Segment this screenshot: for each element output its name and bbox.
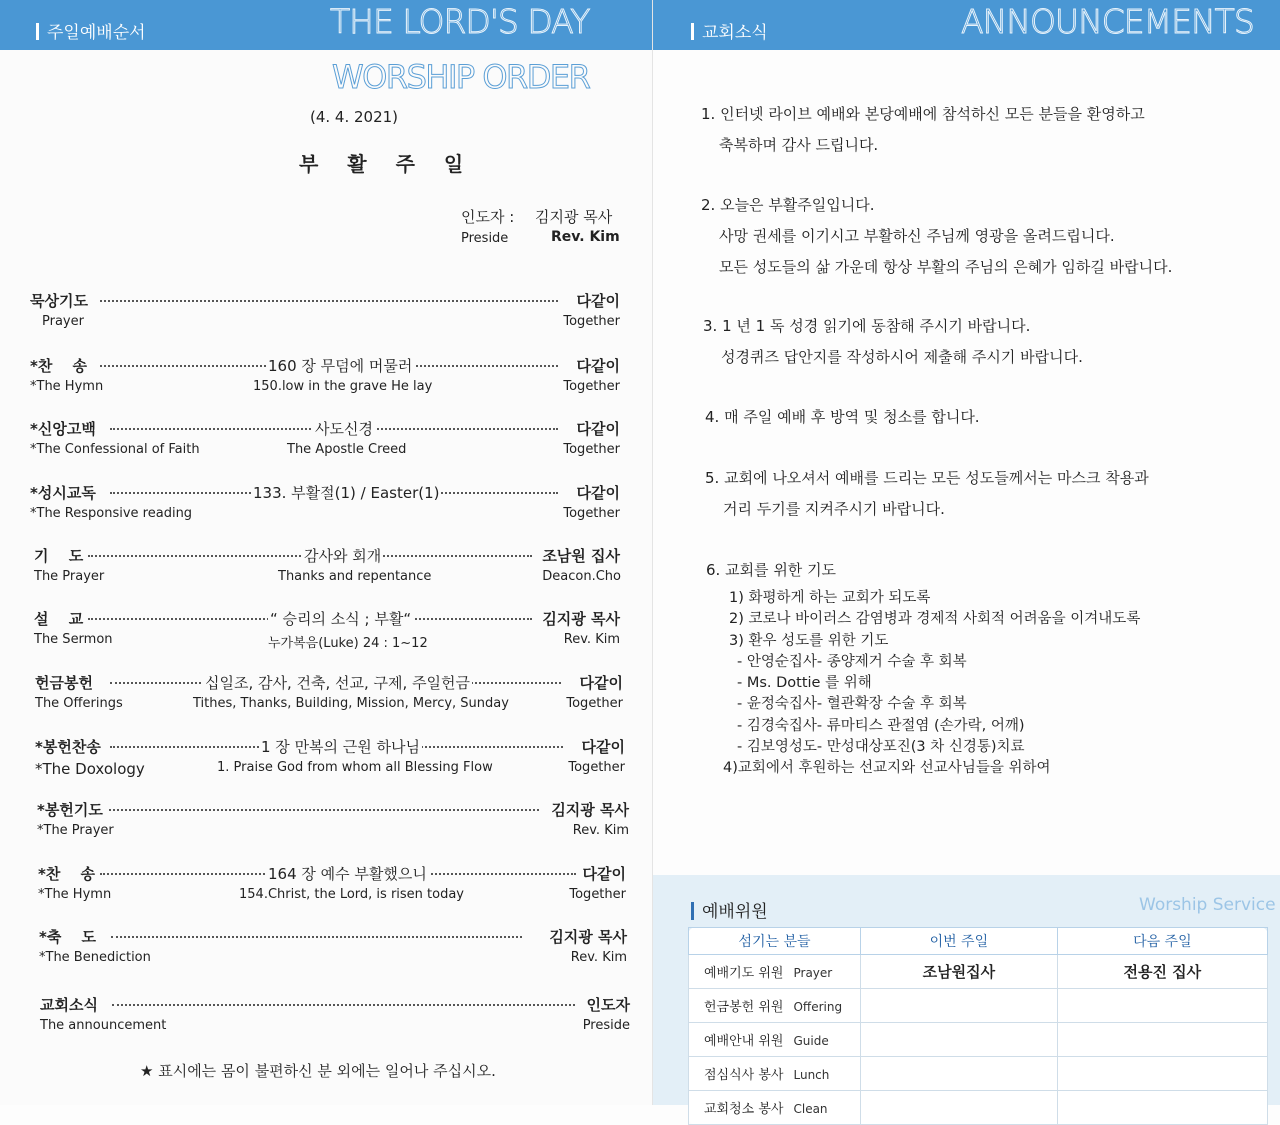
order-item-title-en: The Prayer (34, 569, 105, 584)
role-cell (689, 1091, 861, 1125)
right-header-label: 교회소식 (691, 18, 768, 43)
order-item (35, 672, 623, 716)
order-item-content-ko: 164 장 예수 부활했으니 (268, 865, 427, 883)
order-item-title-ko: *신앙고백 (30, 420, 96, 438)
order-item-content-ko: 160 장 무덤에 머물러 (268, 357, 413, 375)
order-item-leader-en: Rev. Kim (563, 632, 620, 647)
leader-dots (112, 1004, 575, 1006)
order-item-content-en: 누가복음(Luke) 24 : 1~12 (268, 636, 428, 651)
order-item (30, 290, 620, 334)
table-row (689, 1091, 1268, 1125)
right-header-title-en: ANNOUNCEMENTS (961, 2, 1254, 41)
this-week-cell (861, 1057, 1058, 1091)
order-item-leader-en: Together (563, 442, 620, 457)
order-item-leader-en: Rev. Kim (572, 823, 629, 838)
role-en: Clean (793, 1102, 828, 1116)
order-item-leader-en: Deacon.Cho (542, 569, 621, 584)
announcement-item (703, 311, 1083, 373)
announcement-line: 5. 교회에 나오셔서 예배를 드리는 모든 성도들께서는 마스크 착용과 (705, 469, 1149, 487)
worship-service-table (688, 927, 1268, 1125)
role-ko: 예배기도 위원 (704, 966, 784, 981)
prayer-item: 1) 화평하게 하는 교회가 되도록 (729, 590, 931, 606)
order-item-title-ko: *축 도 (39, 928, 97, 946)
leader-dots (109, 809, 539, 811)
order-item-title-ko: 기 도 (34, 547, 84, 565)
next-week-cell (1057, 989, 1267, 1023)
order-item (40, 994, 630, 1038)
prayer-item: - 김경숙집사- 류마티스 관절염 (손가락, 어깨) (737, 717, 1025, 734)
order-item-leader-ko: 김지광 목사 (539, 608, 620, 629)
this-week-cell (861, 1091, 1058, 1125)
prayer-item: - 안영순집사- 종양제거 수술 후 회복 (737, 653, 967, 670)
standing-note: ★ 표시에는 몸이 불편하신 분 외에는 일어나 주십시오. (140, 1062, 496, 1080)
role-en: Lunch (793, 1068, 830, 1082)
sunday-name: 부 활 주 일 (299, 152, 475, 176)
right-header-bar (653, 0, 1280, 50)
announcement-line: 3. 1 년 1 독 성경 읽기에 동참해 주시기 바랍니다. (703, 317, 1031, 335)
announcement-line: 모든 성도들의 삶 가운데 항상 부활의 주님의 은혜가 임하길 바랍니다. (719, 258, 1173, 276)
next-week-cell (1057, 1023, 1267, 1057)
preside-name-en: Rev. Kim (551, 229, 620, 245)
order-item-title-ko: *봉헌기도 (37, 801, 103, 819)
table-row (689, 1023, 1268, 1057)
prayer-item: - 김보영성도- 만성대상포진(3 차 신경통)치료 (737, 739, 1025, 756)
leader-dots (111, 936, 522, 938)
order-item-leader-en: Together (563, 379, 620, 394)
announcement-line: 성경퀴즈 답안지를 작성하시어 제출해 주시기 바랍니다. (721, 348, 1083, 366)
next-week-cell (1057, 1091, 1267, 1125)
order-item-leader-en: Rev. Kim (570, 950, 627, 965)
announcement-line: 축복하며 감사 드립니다. (719, 136, 879, 154)
next-week-cell: 전용진 집사 (1057, 955, 1267, 989)
order-item (30, 418, 620, 462)
order-item-leader-en: Together (568, 760, 625, 775)
order-item-leader-ko: 다같이 (574, 482, 620, 503)
announcement-line: 1. 인터넷 라이브 예배와 본당예배에 참석하신 모든 분들을 환영하고 (701, 105, 1145, 123)
leader-dots (100, 300, 558, 302)
role-ko: 헌금봉헌 위원 (704, 1000, 784, 1015)
order-item-leader-ko: 다같이 (574, 355, 620, 376)
role-ko: 점심식사 봉사 (704, 1068, 784, 1083)
worship-service-title-en: Worship Service (1139, 895, 1276, 915)
order-item-leader-ko: 다같이 (579, 736, 625, 757)
table-row (689, 955, 1268, 989)
order-item-content-en: Thanks and repentance (278, 569, 432, 584)
prayer-item: 3) 환우 성도를 위한 기도 (729, 632, 889, 649)
this-week-cell (861, 989, 1058, 1023)
worship-service-section (653, 875, 1280, 1117)
table-header-row (689, 928, 1268, 955)
prayer-item: 4)교회에서 후원하는 선교지와 선교사님들을 위하여 (723, 760, 1051, 777)
left-header-bar (0, 0, 652, 50)
order-item-title-en: *The Confessional of Faith (30, 442, 200, 457)
order-item-title-en: *The Hymn (38, 887, 112, 902)
order-item-leader-ko: 김지광 목사 (548, 799, 629, 820)
announcement-item (706, 555, 836, 586)
worship-service-title: 예배위원 (691, 897, 768, 922)
order-item-leader-ko: 다같이 (574, 418, 620, 439)
this-week-cell: 조남원집사 (861, 955, 1058, 989)
order-item-title-en: The announcement (40, 1018, 167, 1033)
role-cell (689, 955, 861, 989)
column-header: 이번 주일 (861, 928, 1058, 955)
this-week-cell (861, 1023, 1058, 1057)
order-item-title-ko: *성시교독 (30, 484, 96, 502)
worship-order-title: WORSHIP ORDER (332, 58, 590, 96)
service-date: (4. 4. 2021) (310, 108, 399, 126)
announcement-item (705, 463, 1149, 525)
announcement-line: 2. 오늘은 부활주일입니다. (701, 196, 875, 214)
order-item-content-ko: 사도신경 (315, 420, 373, 438)
order-item-leader-en: Together (569, 887, 626, 902)
order-item-leader-ko: 다같이 (580, 863, 626, 884)
announcement-item (705, 402, 980, 433)
order-item-title-ko: *찬 송 (30, 357, 88, 375)
left-header-label: 주일예배순서 (36, 18, 146, 43)
role-cell (689, 1057, 861, 1091)
order-item (30, 608, 620, 652)
order-item-leader-ko: 조남원 집사 (539, 545, 620, 566)
left-header-title-en: THE LORD'S DAY (330, 2, 590, 41)
preside-label-en: Preside (461, 231, 509, 246)
order-item-content-en: 150.low in the grave He lay (253, 379, 433, 394)
order-item (37, 799, 629, 843)
announcement-line: 4. 매 주일 예배 후 방역 및 청소를 합니다. (705, 408, 980, 426)
order-item-leader-en: Together (563, 314, 620, 329)
order-item-title-ko: 교회소식 (40, 996, 98, 1014)
order-item-leader-ko: 다같이 (577, 672, 623, 693)
next-week-cell (1057, 1057, 1267, 1091)
order-item (39, 926, 627, 970)
order-item-title-en: *The Doxology (35, 760, 145, 778)
role-en: Offering (793, 1000, 843, 1014)
order-item-leader-en: Together (563, 506, 620, 521)
order-item-content-ko: 십일조, 감사, 건축, 선교, 구제, 주일헌금 (205, 674, 471, 692)
order-item-title-en: *The Hymn (30, 379, 104, 394)
order-item-title-ko: *봉헌찬송 (35, 738, 101, 756)
order-item (30, 482, 620, 526)
announcement-item (701, 99, 1145, 161)
table-row (689, 989, 1268, 1023)
order-item (30, 545, 620, 589)
order-item-title-ko: 헌금봉헌 (35, 674, 93, 692)
role-en: Prayer (793, 966, 833, 980)
role-cell (689, 989, 861, 1023)
role-cell (689, 1023, 861, 1057)
order-item (38, 863, 626, 907)
order-item (30, 355, 620, 399)
order-item-content-ko: 1 장 만복의 근원 하나님 (261, 738, 421, 756)
order-item-content-ko: “ 승리의 소식 ; 부활“ (270, 610, 412, 628)
role-ko: 교회청소 봉사 (704, 1102, 784, 1117)
order-item-leader-ko: 다같이 (574, 290, 620, 311)
column-header: 섬기는 분들 (689, 928, 861, 955)
prayer-item: - 윤정숙집사- 혈관확장 수술 후 회복 (737, 696, 967, 713)
announcements-page (652, 0, 1280, 1117)
order-item-title-en: *The Benediction (39, 950, 151, 965)
role-en: Guide (793, 1034, 829, 1048)
order-item-content-ko: 133. 부활절(1) / Easter(1) (253, 484, 440, 502)
order-item-title-ko: 묵상기도 (30, 292, 88, 310)
table-row (689, 1057, 1268, 1091)
order-item (35, 736, 625, 780)
order-item-content-ko: 감사와 회개 (304, 547, 382, 565)
order-item-title-en: The Sermon (34, 632, 113, 647)
prayer-list (723, 588, 1141, 780)
order-item-title-en: *The Responsive reading (30, 506, 193, 521)
order-item-content-en: Tithes, Thanks, Building, Mission, Mercy, Sunday (193, 696, 509, 711)
prayer-item: 2) 코로나 바이러스 감염병과 경제적 사회적 어려움을 이겨내도록 (729, 611, 1141, 628)
prayer-item: - Ms. Dottie 를 위해 (737, 675, 872, 692)
order-item-leader-en: Preside (582, 1018, 630, 1033)
column-header: 다음 주일 (1057, 928, 1267, 955)
order-item-title-ko: *찬 송 (38, 865, 96, 883)
order-item-title-en: The Offerings (35, 696, 123, 711)
announcement-line: 거리 두기를 지켜주시기 바랍니다. (723, 500, 945, 518)
order-item-content-en: 1. Praise God from whom all Blessing Flow (217, 760, 493, 775)
announcement-line: 사망 권세를 이기시고 부활하신 주님께 영광을 올려드립니다. (719, 227, 1115, 245)
order-item-leader-en: Together (566, 696, 623, 711)
order-item-content-en: The Apostle Creed (287, 442, 407, 457)
announcement-line: 6. 교회를 위한 기도 (706, 561, 837, 579)
order-item-leader-ko: 인도자 (584, 994, 630, 1015)
preside-name-ko: 김지광 목사 (535, 208, 613, 226)
announcement-item (701, 190, 1172, 283)
order-item-title-en: *The Prayer (37, 823, 114, 838)
order-item-leader-ko: 김지광 목사 (546, 926, 627, 947)
order-item-title-ko: 설 교 (34, 610, 84, 628)
order-item-content-en: 154.Christ, the Lord, is risen today (239, 887, 464, 902)
role-ko: 예배안내 위원 (704, 1034, 784, 1049)
preside-label-ko: 인도자 : (461, 208, 515, 226)
order-item-title-en: Prayer (42, 314, 84, 329)
